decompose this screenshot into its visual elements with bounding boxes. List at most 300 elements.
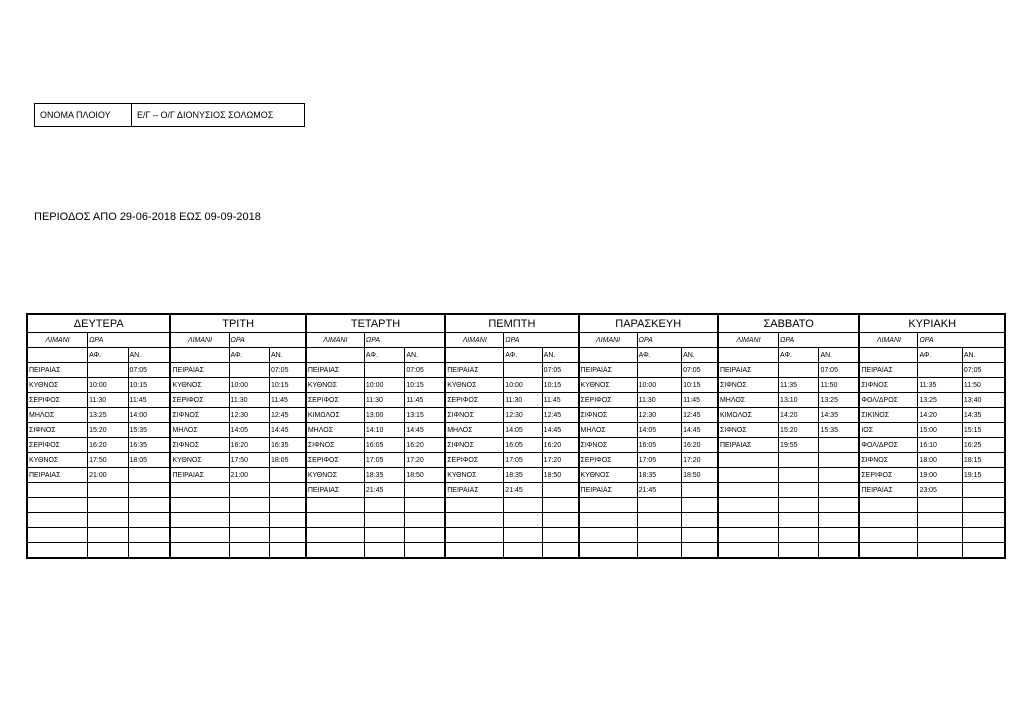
time-cell-2: 16:20 [542, 438, 578, 453]
time-cell-2 [682, 528, 718, 543]
time-cell-2 [269, 528, 305, 543]
port-cell: ΣΕΡΙΦΟΣ [859, 468, 918, 483]
time-header: ΩΡΑ [229, 333, 306, 348]
time-cell-2 [682, 498, 718, 513]
port-cell: ΠΕΙΡΑΙΑΣ [170, 468, 229, 483]
port-cell: ΣΕΡΙΦΟΣ [306, 453, 365, 468]
time-cell-2: 16:25 [962, 438, 1005, 453]
port-header: ΛΙΜΑΝΙ [170, 333, 229, 348]
time-cell-1 [779, 498, 819, 513]
port-cell: ΣΙΦΝΟΣ [718, 423, 779, 438]
time-cell-1: 17:50 [88, 453, 128, 468]
port-cell [718, 498, 779, 513]
port-cell [306, 543, 365, 559]
time-cell-2: 13:40 [962, 393, 1005, 408]
time-cell-1: 21:00 [88, 468, 128, 483]
time-cell-1: 23:05 [918, 483, 962, 498]
time-cell-1: 14:05 [637, 423, 681, 438]
time-header: ΩΡΑ [504, 333, 579, 348]
time-cell-2 [405, 498, 445, 513]
time-cell-1: 11:35 [779, 378, 819, 393]
port-cell [718, 468, 779, 483]
time-cell-1 [504, 513, 542, 528]
port-cell: ΚΥΘΝΟΣ [170, 378, 229, 393]
time-cell-1: 12:30 [637, 408, 681, 423]
time-cell-2: 11:45 [542, 393, 578, 408]
time-cell-2: 10:15 [128, 378, 170, 393]
time-cell-1: 16:05 [637, 438, 681, 453]
time-cell-1 [779, 543, 819, 559]
departure-header: ΑΦ. [504, 348, 542, 363]
time-cell-2: 10:15 [405, 378, 445, 393]
table-row [27, 378, 1005, 393]
time-cell-1 [504, 543, 542, 559]
arrival-header: ΑΝ. [962, 348, 1005, 363]
time-cell-1 [918, 528, 962, 543]
time-cell-2 [269, 498, 305, 513]
time-cell-1: 21:45 [637, 483, 681, 498]
time-cell-1 [779, 528, 819, 543]
port-cell [718, 528, 779, 543]
table-row [27, 498, 1005, 513]
time-cell-1: 18:35 [637, 468, 681, 483]
time-cell-2: 18:50 [542, 468, 578, 483]
time-cell-2: 07:05 [682, 363, 718, 378]
time-cell-1: 11:35 [918, 378, 962, 393]
time-cell-2 [542, 483, 578, 498]
time-cell-1: 16:20 [88, 438, 128, 453]
time-cell-1 [229, 498, 269, 513]
port-cell: ΚΙΜΩΛΟΣ [718, 408, 779, 423]
time-cell-2: 07:05 [542, 363, 578, 378]
time-cell-2: 11:50 [962, 378, 1005, 393]
time-cell-2: 07:05 [128, 363, 170, 378]
port-header: ΛΙΜΑΝΙ [306, 333, 365, 348]
port-cell: ΚΥΘΝΟΣ [306, 468, 365, 483]
empty-header [445, 348, 504, 363]
time-cell-2 [819, 438, 859, 453]
time-cell-1: 17:05 [504, 453, 542, 468]
time-cell-2: 13:25 [819, 393, 859, 408]
time-cell-1 [364, 513, 404, 528]
port-cell [579, 543, 638, 559]
time-cell-1: 21:00 [229, 468, 269, 483]
time-cell-2 [405, 513, 445, 528]
time-cell-1 [88, 543, 128, 559]
port-cell: ΠΕΙΡΑΙΑΣ [306, 363, 365, 378]
time-cell-1: 15:00 [918, 423, 962, 438]
arrival-header: ΑΝ. [819, 348, 859, 363]
time-cell-1: 16:10 [918, 438, 962, 453]
time-cell-1: 17:05 [364, 453, 404, 468]
time-cell-1 [229, 528, 269, 543]
table-row [27, 393, 1005, 408]
time-cell-1 [504, 528, 542, 543]
port-cell: ΣΙΦΝΟΣ [579, 438, 638, 453]
time-header: ΩΡΑ [918, 333, 1005, 348]
time-cell-2 [269, 513, 305, 528]
departure-header: ΑΦ. [779, 348, 819, 363]
time-cell-1 [779, 483, 819, 498]
empty-header [579, 348, 638, 363]
time-cell-2: 18:05 [128, 453, 170, 468]
time-cell-1: 10:00 [364, 378, 404, 393]
time-cell-1 [637, 543, 681, 559]
time-cell-1: 11:30 [637, 393, 681, 408]
time-cell-1 [88, 363, 128, 378]
time-cell-2 [819, 528, 859, 543]
port-cell: ΠΕΙΡΑΙΑΣ [445, 363, 504, 378]
day-name: ΠΕΜΠΤΗ [445, 314, 578, 333]
port-cell [27, 498, 88, 513]
dep-arr-header-row [27, 348, 1005, 363]
time-header: ΩΡΑ [637, 333, 718, 348]
empty-header [170, 348, 229, 363]
time-cell-2 [682, 483, 718, 498]
port-cell: ΣΙΦΝΟΣ [445, 408, 504, 423]
port-cell: ΣΕΡΙΦΟΣ [445, 393, 504, 408]
time-cell-1 [88, 528, 128, 543]
time-cell-1: 16:20 [229, 438, 269, 453]
departure-header: ΑΦ. [364, 348, 404, 363]
time-cell-2 [682, 543, 718, 559]
table-row [27, 468, 1005, 483]
time-cell-1 [88, 483, 128, 498]
port-cell [859, 498, 918, 513]
time-cell-1: 18:00 [918, 453, 962, 468]
time-cell-1 [779, 363, 819, 378]
time-cell-2 [128, 543, 170, 559]
port-cell: ΙΟΣ [859, 423, 918, 438]
day-name: ΣΑΒΒΑΤΟ [718, 314, 859, 333]
empty-header [27, 348, 88, 363]
day-name: ΤΡΙΤΗ [170, 314, 305, 333]
time-cell-1 [918, 543, 962, 559]
time-cell-2 [269, 483, 305, 498]
time-cell-1: 17:05 [637, 453, 681, 468]
port-cell: ΣΙΦΝΟΣ [859, 378, 918, 393]
arrival-header: ΑΝ. [269, 348, 305, 363]
port-cell: ΜΗΛΟΣ [306, 423, 365, 438]
time-cell-2 [128, 513, 170, 528]
port-cell [445, 513, 504, 528]
period-title: ΠΕΡΙΟΔΟΣ ΑΠΟ 29-06-2018 ΕΩΣ 09-09-2018 [34, 211, 261, 223]
table-row [27, 453, 1005, 468]
table-row [27, 513, 1005, 528]
time-cell-1: 16:05 [504, 438, 542, 453]
time-cell-2: 07:05 [405, 363, 445, 378]
port-cell: ΣΙΦΝΟΣ [27, 423, 88, 438]
port-cell: ΣΙΦΝΟΣ [445, 438, 504, 453]
time-cell-2: 11:45 [128, 393, 170, 408]
time-cell-2: 10:15 [682, 378, 718, 393]
port-cell [579, 498, 638, 513]
time-cell-1 [918, 498, 962, 513]
time-cell-2: 13:15 [405, 408, 445, 423]
time-cell-2 [405, 543, 445, 559]
port-cell [859, 513, 918, 528]
port-cell [579, 528, 638, 543]
port-cell [306, 513, 365, 528]
port-cell: ΚΥΘΝΟΣ [306, 378, 365, 393]
time-cell-1 [504, 498, 542, 513]
column-header-row [27, 333, 1005, 348]
port-cell: ΣΕΡΙΦΟΣ [27, 393, 88, 408]
port-cell: ΣΙΦΝΟΣ [859, 453, 918, 468]
departure-header: ΑΦ. [918, 348, 962, 363]
time-cell-2: 12:45 [542, 408, 578, 423]
day-name: ΤΕΤΑΡΤΗ [306, 314, 445, 333]
table-row [27, 543, 1005, 559]
port-cell [170, 513, 229, 528]
time-cell-1: 18:35 [504, 468, 542, 483]
time-cell-2: 07:05 [819, 363, 859, 378]
time-cell-1: 12:30 [229, 408, 269, 423]
port-cell [27, 483, 88, 498]
time-cell-2: 14:35 [819, 408, 859, 423]
port-cell [445, 498, 504, 513]
port-cell: ΣΙΚΙΝΟΣ [859, 408, 918, 423]
time-cell-1: 16:05 [364, 438, 404, 453]
port-cell [859, 528, 918, 543]
port-cell: ΠΕΙΡΑΙΑΣ [306, 483, 365, 498]
time-cell-2 [962, 543, 1005, 559]
time-cell-2: 07:05 [269, 363, 305, 378]
port-cell: ΜΗΛΟΣ [170, 423, 229, 438]
port-header: ΛΙΜΑΝΙ [718, 333, 779, 348]
time-cell-1 [779, 453, 819, 468]
port-cell: ΣΕΡΙΦΟΣ [579, 393, 638, 408]
time-cell-1 [779, 468, 819, 483]
table-row [27, 483, 1005, 498]
port-header: ΛΙΜΑΝΙ [579, 333, 638, 348]
time-cell-1: 10:00 [88, 378, 128, 393]
time-cell-1: 11:30 [364, 393, 404, 408]
time-cell-1 [779, 513, 819, 528]
time-cell-1: 15:20 [779, 423, 819, 438]
time-cell-2 [542, 543, 578, 559]
time-cell-2 [128, 528, 170, 543]
time-cell-1: 14:05 [504, 423, 542, 438]
port-cell: ΠΕΙΡΑΙΑΣ [859, 483, 918, 498]
port-cell [718, 483, 779, 498]
arrival-header: ΑΝ. [405, 348, 445, 363]
port-cell [27, 513, 88, 528]
time-cell-1: 10:00 [229, 378, 269, 393]
time-cell-2: 15:35 [819, 423, 859, 438]
time-cell-2 [962, 513, 1005, 528]
port-cell [445, 543, 504, 559]
port-cell [718, 453, 779, 468]
port-cell: ΜΗΛΟΣ [445, 423, 504, 438]
time-cell-2: 14:45 [405, 423, 445, 438]
time-cell-2 [819, 543, 859, 559]
time-cell-2: 17:20 [542, 453, 578, 468]
port-cell [306, 498, 365, 513]
time-cell-1: 11:30 [504, 393, 542, 408]
time-cell-2: 14:45 [682, 423, 718, 438]
time-cell-1: 19:55 [779, 438, 819, 453]
port-cell: ΚΥΘΝΟΣ [170, 453, 229, 468]
port-cell: ΣΙΦΝΟΣ [579, 408, 638, 423]
time-cell-2 [128, 468, 170, 483]
port-cell: ΣΕΡΙΦΟΣ [306, 393, 365, 408]
time-cell-2: 17:20 [405, 453, 445, 468]
port-cell: ΜΗΛΟΣ [718, 393, 779, 408]
time-cell-2: 11:45 [682, 393, 718, 408]
time-cell-1 [88, 498, 128, 513]
port-cell: ΠΕΙΡΑΙΑΣ [718, 363, 779, 378]
time-cell-2: 15:15 [962, 423, 1005, 438]
time-cell-1: 11:30 [88, 393, 128, 408]
time-cell-2 [269, 543, 305, 559]
port-cell [27, 528, 88, 543]
day-header-row [27, 314, 1005, 333]
port-cell: ΚΙΜΩΛΟΣ [306, 408, 365, 423]
port-cell: ΠΕΙΡΑΙΑΣ [445, 483, 504, 498]
time-cell-2: 16:35 [269, 438, 305, 453]
arrival-header: ΑΝ. [682, 348, 718, 363]
table-row [27, 408, 1005, 423]
port-cell: ΣΙΦΝΟΣ [306, 438, 365, 453]
time-cell-2 [128, 498, 170, 513]
port-cell: ΠΕΙΡΑΙΑΣ [27, 363, 88, 378]
port-cell [170, 543, 229, 559]
time-cell-1: 18:35 [364, 468, 404, 483]
time-cell-1 [229, 543, 269, 559]
time-cell-2: 12:45 [682, 408, 718, 423]
time-cell-1 [88, 513, 128, 528]
arrival-header: ΑΝ. [128, 348, 170, 363]
port-cell: ΣΙΦΝΟΣ [170, 438, 229, 453]
time-cell-2 [405, 483, 445, 498]
time-cell-1: 19:00 [918, 468, 962, 483]
time-cell-1 [637, 513, 681, 528]
time-cell-2 [405, 528, 445, 543]
time-cell-2 [962, 498, 1005, 513]
port-cell: ΚΥΘΝΟΣ [445, 468, 504, 483]
vessel-name: Ε/Γ – Ο/Γ ΔΙΟΝΥΣΙΟΣ ΣΟΛΩΜΟΣ [132, 104, 305, 127]
port-cell: ΠΕΙΡΑΙΑΣ [859, 363, 918, 378]
time-cell-2 [542, 513, 578, 528]
port-cell [859, 543, 918, 559]
port-cell: ΦΟΛ/ΔΡΟΣ [859, 438, 918, 453]
empty-header [306, 348, 365, 363]
time-cell-1: 11:30 [229, 393, 269, 408]
port-cell: ΜΗΛΟΣ [579, 423, 638, 438]
time-cell-1: 13:10 [779, 393, 819, 408]
time-cell-2: 15:35 [128, 423, 170, 438]
time-cell-2: 14:45 [542, 423, 578, 438]
time-cell-2: 16:35 [128, 438, 170, 453]
departure-header: ΑΦ. [88, 348, 128, 363]
time-cell-2 [962, 528, 1005, 543]
time-cell-1: 21:45 [364, 483, 404, 498]
time-cell-2: 10:15 [269, 378, 305, 393]
time-cell-2: 16:20 [682, 438, 718, 453]
port-cell: ΠΕΙΡΑΙΑΣ [579, 483, 638, 498]
port-cell [718, 543, 779, 559]
time-cell-2 [819, 513, 859, 528]
port-header: ΛΙΜΑΝΙ [859, 333, 918, 348]
time-cell-1 [364, 528, 404, 543]
empty-header [718, 348, 779, 363]
port-cell [718, 513, 779, 528]
time-cell-1 [504, 363, 542, 378]
port-cell: ΠΕΙΡΑΙΑΣ [718, 438, 779, 453]
time-header: ΩΡΑ [88, 333, 171, 348]
time-cell-1 [364, 363, 404, 378]
time-cell-2: 10:15 [542, 378, 578, 393]
port-cell [170, 498, 229, 513]
time-cell-2: 17:20 [682, 453, 718, 468]
port-cell: ΠΕΙΡΑΙΑΣ [170, 363, 229, 378]
time-cell-2: 18:05 [269, 453, 305, 468]
port-header: ΛΙΜΑΝΙ [445, 333, 504, 348]
time-cell-1 [637, 363, 681, 378]
port-cell: ΣΙΦΝΟΣ [718, 378, 779, 393]
time-cell-1: 17:50 [229, 453, 269, 468]
time-cell-2: 11:45 [405, 393, 445, 408]
port-cell: ΚΥΘΝΟΣ [27, 378, 88, 393]
time-cell-2 [542, 498, 578, 513]
port-cell: ΚΥΘΝΟΣ [579, 378, 638, 393]
time-cell-1 [229, 483, 269, 498]
time-cell-1: 14:20 [779, 408, 819, 423]
port-cell: ΜΗΛΟΣ [27, 408, 88, 423]
table-row [27, 423, 1005, 438]
port-cell: ΣΕΡΙΦΟΣ [170, 393, 229, 408]
arrival-header: ΑΝ. [542, 348, 578, 363]
time-cell-1: 10:00 [504, 378, 542, 393]
time-cell-2 [819, 453, 859, 468]
time-header: ΩΡΑ [779, 333, 860, 348]
time-cell-2 [962, 483, 1005, 498]
port-cell: ΦΟΛ/ΔΡΟΣ [859, 393, 918, 408]
time-cell-1: 13:25 [918, 393, 962, 408]
time-cell-1 [637, 528, 681, 543]
day-name: ΠΑΡΑΣΚΕΥΗ [579, 314, 718, 333]
time-cell-2 [269, 468, 305, 483]
day-name: ΔΕΥΤΕΡΑ [27, 314, 170, 333]
empty-header [859, 348, 918, 363]
time-cell-2: 14:35 [962, 408, 1005, 423]
port-cell: ΣΕΡΙΦΟΣ [445, 453, 504, 468]
time-cell-1: 13:25 [88, 408, 128, 423]
time-cell-1: 13:00 [364, 408, 404, 423]
time-cell-1: 12:30 [504, 408, 542, 423]
departure-header: ΑΦ. [637, 348, 681, 363]
time-cell-2: 18:50 [682, 468, 718, 483]
port-cell [579, 513, 638, 528]
time-cell-1 [229, 513, 269, 528]
time-cell-2 [542, 528, 578, 543]
time-cell-2: 12:45 [269, 408, 305, 423]
time-cell-2 [128, 483, 170, 498]
vessel-table [34, 103, 305, 127]
port-cell: ΣΕΡΙΦΟΣ [579, 453, 638, 468]
port-cell [170, 483, 229, 498]
time-cell-2 [819, 483, 859, 498]
time-cell-1: 14:10 [364, 423, 404, 438]
time-cell-1: 10:00 [637, 378, 681, 393]
time-cell-1 [229, 363, 269, 378]
time-header: ΩΡΑ [364, 333, 445, 348]
departure-header: ΑΦ. [229, 348, 269, 363]
port-cell: ΠΕΙΡΑΙΑΣ [579, 363, 638, 378]
time-cell-1: 14:20 [918, 408, 962, 423]
time-cell-2: 18:50 [405, 468, 445, 483]
